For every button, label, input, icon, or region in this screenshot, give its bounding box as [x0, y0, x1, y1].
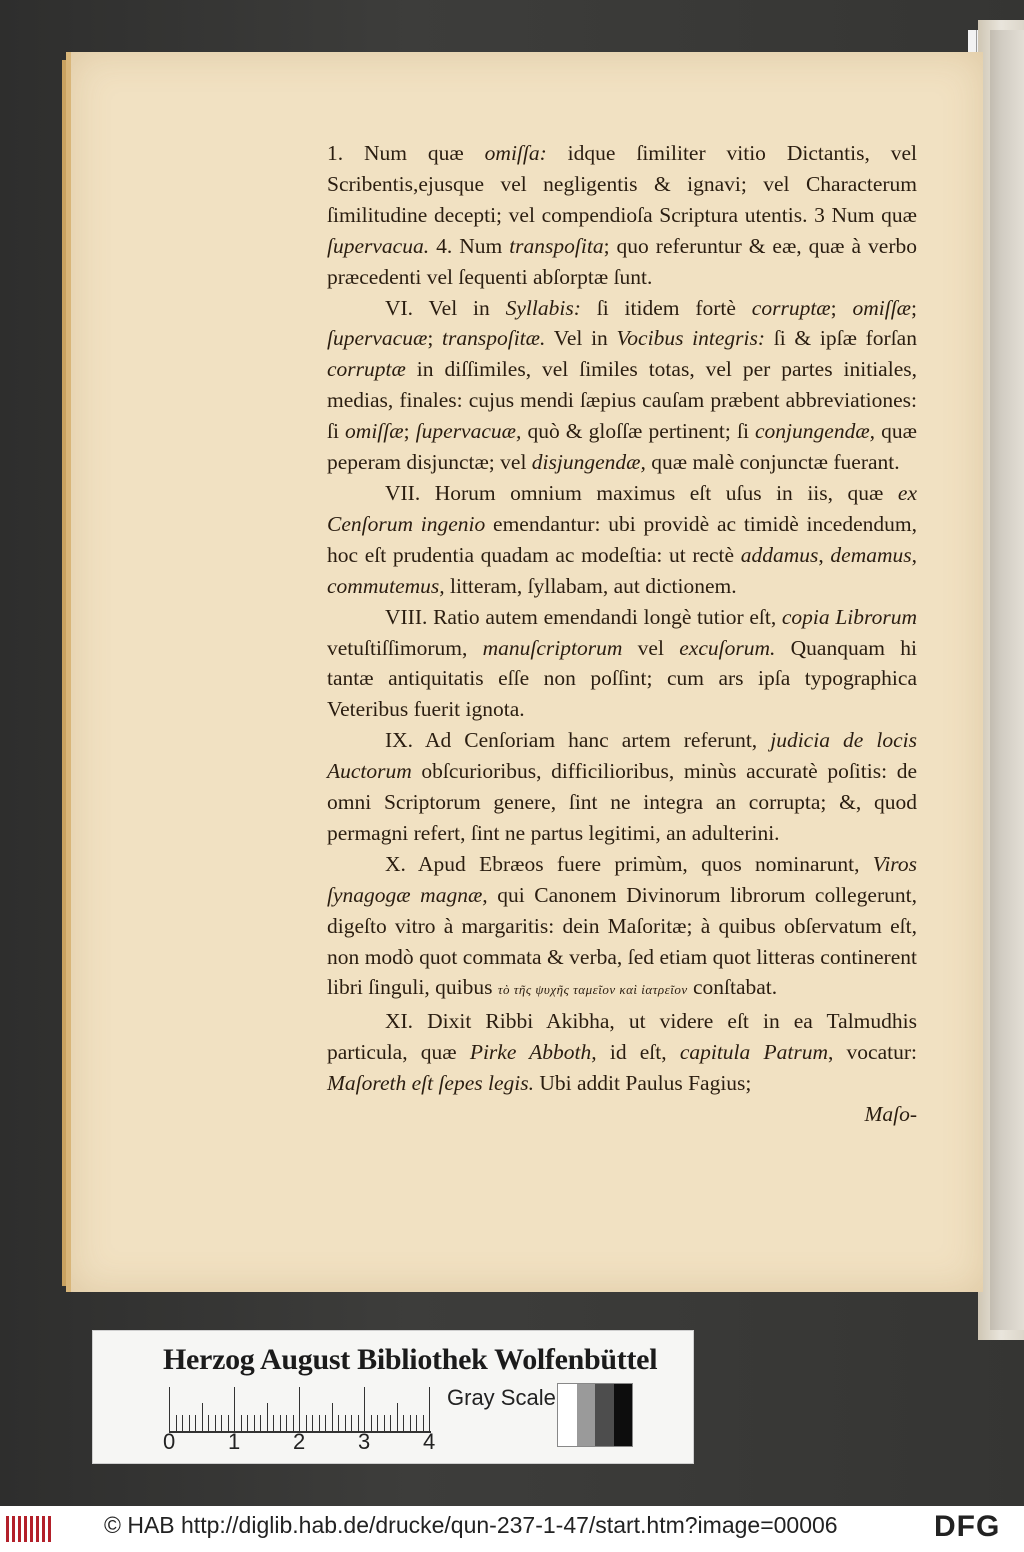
italic-run: ſupervacuæ, — [415, 419, 522, 444]
italic-run: copia Librorum — [781, 604, 917, 629]
paragraph-p3 — [327, 478, 917, 602]
ruler-number: 2 — [293, 1429, 306, 1454]
gray-scale-label: Gray Scale — [447, 1385, 556, 1410]
text-run: ; — [911, 295, 918, 320]
gray-scale-swatches — [557, 1383, 633, 1447]
hab-logo-icon — [6, 1516, 52, 1542]
text-run: ; — [403, 419, 416, 444]
text-run: in diſſimiles, vel ſimiles totas, vel per partes initiales, medias, finales: cujus mendi ſæpius cauſam præbent abbreviationes: ſi — [327, 357, 917, 444]
ruler-tick — [403, 1415, 404, 1431]
italic-run: ſupervacua. — [327, 233, 430, 258]
italic-run: demamus — [830, 542, 912, 567]
italic-run: transpoſitæ. — [442, 326, 546, 351]
ruler-tick — [332, 1403, 333, 1431]
italic-run: Pirke Abboth, — [469, 1040, 597, 1065]
italic-run: Viros ſynagogæ magnæ, — [327, 851, 917, 907]
catchword: Maſo- — [864, 1102, 917, 1127]
ruler-tick — [351, 1415, 352, 1431]
ruler-number: 1 — [228, 1429, 241, 1454]
ruler-tick — [325, 1415, 326, 1431]
italic-run: omiſſæ — [852, 295, 912, 320]
ruler-tick — [371, 1415, 372, 1431]
text-run: VI. Vel in — [385, 295, 506, 320]
ruler-tick — [312, 1415, 313, 1431]
ruler-tick — [169, 1387, 170, 1431]
text-run: obſcurioribus, difficilioribus, minùs accuratè poſitis: de omni Scriptorum genere, ſint ne integra an corrupta; &, quod permagni refert, ſint ne partus legitimi, an adulterini. — [327, 759, 917, 845]
italic-run: ſupervacuæ — [327, 326, 428, 351]
ruler-tick — [345, 1415, 346, 1431]
ruler-number: 0 — [163, 1429, 176, 1454]
text-run: litteram, ſyllabam, aut dictionem. — [444, 573, 737, 598]
italic-run: excuſorum. — [679, 635, 776, 660]
facing-page-shadow — [990, 30, 1024, 1330]
italic-run: corruptæ — [751, 295, 831, 320]
text-run: ; — [427, 326, 443, 351]
ruler-tick — [384, 1415, 385, 1431]
text-run: Vel in — [545, 326, 617, 351]
text-run: id eſt, — [596, 1040, 680, 1065]
paragraph-p1 — [327, 138, 917, 293]
ruler-tick — [260, 1415, 261, 1431]
text-run: Ubi addit Paulus Fagius; — [534, 1071, 752, 1096]
text-run: , — [911, 542, 918, 567]
text-run: ; — [830, 295, 853, 320]
ruler-tick — [390, 1415, 391, 1431]
text-run: X. Apud Ebræos fuere primùm, quos nominarunt, — [385, 851, 873, 876]
italic-run: omiſſa: — [484, 141, 547, 165]
ruler-tick — [176, 1415, 177, 1431]
ruler-tick — [247, 1415, 248, 1431]
library-name: Herzog August Bibliothek Wolfenbüttel — [163, 1343, 658, 1376]
ruler-tick — [286, 1415, 287, 1431]
paragraph-p6 — [327, 849, 917, 1007]
text-run: , vocatur: — [827, 1040, 917, 1065]
ruler-tick — [267, 1403, 268, 1431]
gray-swatch — [614, 1384, 633, 1446]
text-run: 1. Num quæ — [327, 141, 485, 165]
ruler-tick — [319, 1415, 320, 1431]
ruler-tick — [254, 1415, 255, 1431]
ruler-tick — [429, 1387, 430, 1431]
italic-run: omiſſæ — [345, 419, 404, 444]
ruler-tick — [397, 1403, 398, 1431]
text-run: ſi itidem fortè — [580, 295, 752, 320]
ruler-tick — [202, 1403, 203, 1431]
italic-run: addamus — [740, 542, 819, 567]
italic-run: ex Cenſorum ingenio — [327, 480, 917, 536]
text-run: Quanquam hi tantæ antiquitatis eſſe non poſſint; cum ars ipſa typographica Veteribus fuerit ignota. — [327, 635, 917, 722]
text-run: vetuſtiſſimorum, — [327, 635, 483, 660]
gray-swatch — [558, 1384, 577, 1446]
gray-swatch — [577, 1384, 596, 1446]
ruler-tick — [221, 1415, 222, 1431]
text-run: 4. Num — [429, 233, 510, 258]
ruler-tick — [364, 1387, 365, 1431]
paragraph-p4 — [327, 602, 917, 726]
text-run: VIII. Ratio autem emendandi longè tutior eſt, — [385, 604, 782, 629]
gray-swatch — [595, 1384, 614, 1446]
ruler-tick — [208, 1415, 209, 1431]
ruler-tick — [215, 1415, 216, 1431]
text-run: VII. Horum omnium maximus eſt uſus in iis, quæ — [385, 480, 898, 505]
ruler-tick — [280, 1415, 281, 1431]
ruler-tick — [182, 1415, 183, 1431]
ruler-number: 3 — [358, 1429, 371, 1454]
ruler-tick — [377, 1415, 378, 1431]
page-text — [327, 138, 917, 1130]
dfg-logo: DFG — [934, 1510, 1001, 1543]
text-run: conſtabat. — [687, 975, 778, 1000]
ruler-number: 4 — [423, 1429, 436, 1454]
text-run: IX. Ad Cenſoriam hanc artem referunt, — [385, 728, 771, 753]
ruler-tick — [306, 1415, 307, 1431]
text-run: ſi & ipſæ forſan — [765, 326, 917, 351]
cm-ruler — [169, 1387, 431, 1433]
text-run: , — [818, 542, 831, 567]
text-run: ; quo referuntur & eæ, quæ à verbo præcedenti vel ſequenti abſorptæ ſunt. — [327, 233, 917, 289]
italic-run: capitula Patrum — [679, 1040, 828, 1065]
italic-run: judicia de locis Auctorum — [327, 728, 917, 784]
ruler-tick — [338, 1415, 339, 1431]
ruler-tick — [189, 1415, 190, 1431]
italic-run: transpoſita — [509, 233, 604, 258]
ruler-tick — [410, 1415, 411, 1431]
text-run: qui Canonem Divinorum librorum collegerunt, digeſto vitro à margaritis: dein Maſoritæ; à quibus obſervatum eſt, non modò quot commata & verba, ſed etiam quot litteras continerent libri ſinguli, quibus — [327, 882, 917, 1000]
ruler-tick — [195, 1415, 196, 1431]
italic-run: commutemus, — [327, 573, 445, 598]
paragraph-p7 — [327, 1006, 917, 1099]
text-run: vel — [622, 635, 680, 660]
paragraph-p5 — [327, 725, 917, 849]
ruler-tick — [234, 1387, 235, 1431]
italic-run: Syllabis: — [505, 295, 581, 320]
ruler-tick — [299, 1387, 300, 1431]
text-run: quæ peperam disjunctæ; vel — [327, 419, 917, 475]
italic-run: disjungendæ, — [531, 450, 646, 475]
text-run: emendantur: ubi providè ac timidè incedendum, hoc eſt prudentia quadam ac modeſtia: ut rectè — [327, 511, 917, 567]
italic-run: Vocibus integris: — [616, 326, 766, 351]
library-label-card — [92, 1330, 694, 1464]
ruler-tick — [416, 1415, 417, 1431]
italic-run: manuſcriptorum — [482, 635, 623, 660]
italic-run: corruptæ — [327, 357, 406, 382]
italic-run: conjungendæ, — [755, 419, 876, 444]
paragraph-p2 — [327, 293, 917, 478]
text-run: quò & gloſſæ pertinent; ſi — [521, 419, 756, 444]
text-run: XI. Dixit Ribbi Akibha, ut videre eſt in ea Talmudhis particula, quæ — [327, 1009, 917, 1065]
text-run: idque ſimiliter vitio Dictantis, vel Scribentis,ejusque vel negligentis & ignavi; vel Characterum ſimilitudine decepti; vel compendioſa Scriptura utentis. 3 Num quæ — [327, 141, 917, 227]
italic-run: Maſoreth eſt ſepes legis. — [327, 1071, 534, 1096]
ruler-tick — [273, 1415, 274, 1431]
greek-phrase: τὸ τῆς ψυχῆς ταμεῖον καὶ ἰατρεῖον — [497, 982, 688, 998]
ruler-tick — [241, 1415, 242, 1431]
text-run: quæ malè conjunctæ fuerant. — [645, 450, 900, 475]
copyright-credit: © HAB http://diglib.hab.de/drucke/qun-237-1-47/start.htm?image=00006 — [104, 1512, 838, 1538]
